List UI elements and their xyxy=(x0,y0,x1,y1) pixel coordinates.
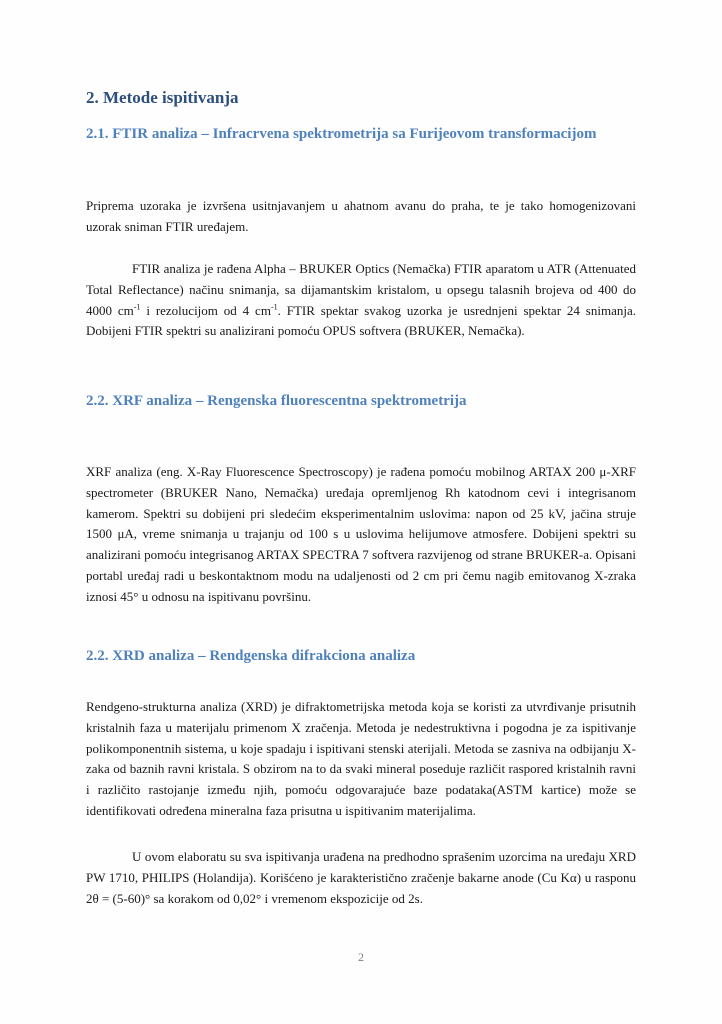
paragraph-ftir-method-part2: i rezolucijom od 4 cm xyxy=(140,302,271,318)
paragraph-xrd-description: Rendgeno-strukturna analiza (XRD) je difraktometrijska metoda koja se koristi za utvrđivanje prisutnih kristalnih faza u materijalu primenom X zračenja. Metoda je nedestruktivna i pogodna je za ispitivanje polikomponentnih sistema, u koje spadaju i ispitivani stenski aterijali. Metoda se zasniva na odbijanju X-zaka od baznih ravni kristala. S obzirom na to da svaki mineral poseduje različit raspored kristalnih ravni i različito rastojanje između njih, pomoću odgovarajuće baze podataka(ASTM kartice) može se identifikovati određena mineralna faza prisutna u ispitivanim materijalima. xyxy=(86,699,636,818)
paragraph-ftir-method-part1: FTIR analiza je rađena Alpha – BRUKER Optics (Nemačka) FTIR aparatom u ATR (Attenuated Total Reflectance) načinu snimanja, sa dijamantskim kristalom, u opsegu talasnih brojeva od 400 do 4000 cm xyxy=(86,261,636,318)
section-heading-ftir: 2.1. FTIR analiza – Infracrvena spektrometrija sa Furijeovom transformacijom xyxy=(86,126,597,142)
paragraph-xrd-conditions: U ovom elaboratu su sva ispitivanja urađena na predhodno sprašenim uzorcima na uređaju XRD PW 1710, PHILIPS (Holandija). Korišćeno je karakteristično zračenje bakarne anode (Cu Kα) u rasponu 2θ = (5-60)° sa korakom od 0,02° i vremenom ekspozicije od 2s. xyxy=(86,849,636,906)
superscript-minus-one: -1 xyxy=(270,302,278,312)
section-heading-xrd: 2.2. XRD analiza – Rendgenska difrakciona analiza xyxy=(86,648,416,664)
paragraph-ftir-method xyxy=(86,259,636,342)
chapter-title: 2. Metode ispitivanja xyxy=(86,88,239,107)
paragraph-ftir-preparation: Priprema uzoraka je izvršena usitnjavanjem u ahatnom avanu do praha, te je tako homogenizovani uzorak sniman FTIR uređajem. xyxy=(86,198,636,234)
page-number: 2 xyxy=(358,950,364,964)
paragraph-ftir-method-part3: . FTIR spektar svakog uzorka je usrednjeni spektar 24 snimanja. Dobijeni FTIR spektri su analizirani pomoću OPUS softvera (BRUKER, Nemačka). xyxy=(86,302,636,339)
section-heading-xrf: 2.2. XRF analiza – Rengenska fluorescentna spektrometrija xyxy=(86,393,467,409)
paragraph-xrf-method: XRF analiza (eng. X-Ray Fluorescence Spectroscopy) je rađena pomoću mobilnog ARTAX 200 μ-XRF spectrometer (BRUKER Nano, Nemačka) uređaja opremljenog Rh katodnom cevi i integrisanom kamerom. Spektri su dobijeni pri sledećim eksperimentalnim uslovima: napon od 25 kV, jačina struje 1500 μA, vreme snimanja u trajanju od 100 s u uslovima helijumove atmosfere. Dobijeni spektri su analizirani pomoću integrisanog ARTAX SPECTRA 7 softvera razvijenog od strane BRUKER-a. Opisani portabl uređaj radi u beskontaktnom modu na udaljenosti od 2 cm pri čemu nagib emitovanog X-zraka iznosi 45° u odnosu na ispitivanu površinu. xyxy=(86,464,636,604)
superscript-minus-one: -1 xyxy=(133,302,141,312)
